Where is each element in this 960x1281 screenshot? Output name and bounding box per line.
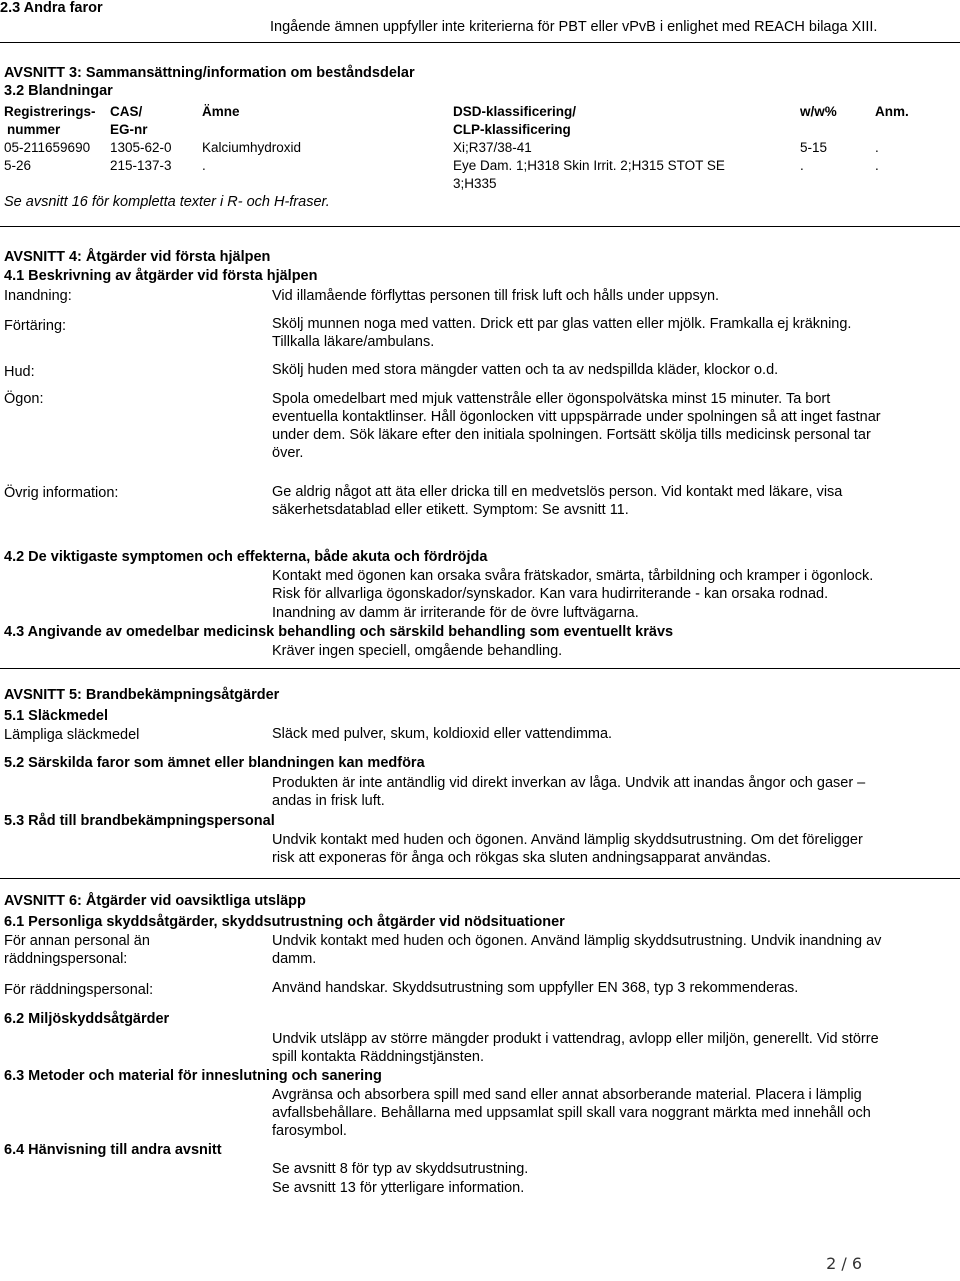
text-fortaring-2: Tillkalla läkare/ambulans. bbox=[272, 334, 435, 350]
divider bbox=[0, 42, 960, 43]
text-6-3-1: Avgränsa och absorbera spill med sand eller annat absorberande material. Placera i lämplig bbox=[272, 1087, 862, 1103]
text-annan-1: Undvik kontakt med huden och ögonen. Använd lämplig skyddsutrustning. Undvik inandning av bbox=[272, 933, 882, 949]
text-inandning: Vid illamående förflyttas personen till frisk luft och hålls under uppsyn. bbox=[272, 288, 720, 304]
col-header-dsd: DSD-klassificering/ bbox=[453, 104, 577, 119]
col-header-anm: Anm. bbox=[875, 104, 909, 119]
section-5-1-heading: 5.1 Släckmedel bbox=[4, 708, 108, 724]
text-ogon-4: över. bbox=[272, 445, 304, 461]
text-ovrig-1: Ge aldrig något att äta eller dricka till en medvetslös person. Vid kontakt med läkare, visa bbox=[272, 484, 843, 500]
text-6-3-2: avfallsbehållare. Behållarna med uppsamlat spill skall vara noggrant märkta med innehåll och bbox=[272, 1105, 871, 1121]
section-3-2-heading: 3.2 Blandningar bbox=[4, 83, 113, 99]
table-cell: 05-211659690 bbox=[4, 140, 91, 155]
col-header-ww: w/w% bbox=[800, 104, 837, 119]
text-4-3: Kräver ingen speciell, omgående behandling. bbox=[272, 643, 563, 659]
text-6-3-3: farosymbol. bbox=[272, 1123, 347, 1139]
section-6-3-heading: 6.3 Metoder och material för inneslutning och sanering bbox=[4, 1068, 382, 1084]
table-cell: 5-15 bbox=[800, 140, 828, 155]
label-lampliga: Lämpliga släckmedel bbox=[4, 727, 140, 743]
section-4-3-heading: 4.3 Angivande av omedelbar medicinsk behandling och särskild behandling som eventuellt krävs bbox=[4, 624, 674, 640]
divider bbox=[0, 226, 960, 227]
text-raddning: Använd handskar. Skyddsutrustning som uppfyller EN 368, typ 3 rekommenderas. bbox=[272, 980, 799, 996]
section-3-note: Se avsnitt 16 för kompletta texter i R- och H-fraser. bbox=[4, 194, 330, 210]
text-5-2-1: Produkten är inte antändlig vid direkt inverkan av låga. Undvik att inandas ångor och gaser – bbox=[272, 775, 866, 791]
col-header-clp: CLP-klassificering bbox=[453, 122, 571, 137]
section-4-2-heading: 4.2 De viktigaste symptomen och effekterna, både akuta och fördröjda bbox=[4, 549, 488, 565]
label-ogon: Ögon: bbox=[4, 391, 44, 407]
section-6-2-heading: 6.2 Miljöskyddsåtgärder bbox=[4, 1011, 170, 1027]
table-cell: Kalciumhydroxid bbox=[202, 140, 302, 155]
table-cell: 5-26 bbox=[4, 158, 32, 173]
label-annan-1: För annan personal än bbox=[4, 933, 150, 949]
section-2-3-text: Ingående ämnen uppfyller inte kriterierna för PBT eller vPvB i enlighet med REACH bilaga XIII. bbox=[270, 19, 878, 35]
text-5-3-1: Undvik kontakt med huden och ögonen. Använd lämplig skyddsutrustning. Om det föreligger bbox=[272, 832, 863, 848]
text-4-2-3: Inandning av damm är irriterande för de övre luftvägarna. bbox=[272, 605, 639, 621]
col-header-cas: CAS/ bbox=[110, 104, 143, 119]
section-3-heading: AVSNITT 3: Sammansättning/information om beståndsdelar bbox=[4, 65, 415, 81]
text-5-3-2: risk att exponeras för ånga och rökgas ska sluten andningsapparat användas. bbox=[272, 850, 771, 866]
text-ogon-3: under dem. Sök läkare efter den initiala spolningen. Fortsätt skölja tills medicinsk personal tar bbox=[272, 427, 871, 443]
section-5-2-heading: 5.2 Särskilda faror som ämnet eller blandningen kan medföra bbox=[4, 755, 425, 771]
section-2-3-heading: 2.3 Andra faror bbox=[0, 0, 103, 16]
col-header-reg-2: nummer bbox=[7, 122, 61, 137]
label-ovrig: Övrig information: bbox=[4, 485, 119, 501]
text-hud: Skölj huden med stora mängder vatten och ta av nedspillda kläder, klockor o.d. bbox=[272, 362, 779, 378]
divider bbox=[0, 668, 960, 669]
text-6-4-2: Se avsnitt 13 för ytterligare information. bbox=[272, 1180, 525, 1196]
table-cell: . bbox=[875, 158, 879, 173]
text-ogon-1: Spola omedelbart med mjuk vattenstråle eller ögonspolvätska minst 15 minuter. Ta bort bbox=[272, 391, 831, 407]
text-annan-2: damm. bbox=[272, 951, 317, 967]
table-cell: Eye Dam. 1;H318 Skin Irrit. 2;H315 STOT SE bbox=[453, 158, 725, 173]
section-6-4-heading: 6.4 Hänvisning till andra avsnitt bbox=[4, 1142, 222, 1158]
table-cell: 3;H335 bbox=[453, 176, 497, 191]
divider bbox=[0, 878, 960, 879]
text-5-2-2: andas in frisk luft. bbox=[272, 793, 385, 809]
col-header-eg: EG-nr bbox=[110, 122, 148, 137]
col-header-reg: Registrerings- bbox=[4, 104, 96, 119]
label-hud: Hud: bbox=[4, 364, 35, 380]
table-cell: . bbox=[800, 158, 804, 173]
label-inandning: Inandning: bbox=[4, 288, 72, 304]
label-fortaring: Förtäring: bbox=[4, 318, 67, 334]
page-number: 2 / 6 bbox=[826, 1254, 862, 1273]
section-4-1-heading: 4.1 Beskrivning av åtgärder vid första hjälpen bbox=[4, 268, 318, 284]
label-annan-2: räddningspersonal: bbox=[4, 951, 128, 967]
section-6-1-heading: 6.1 Personliga skyddsåtgärder, skyddsutrustning och åtgärder vid nödsituationer bbox=[4, 914, 565, 930]
section-4-heading: AVSNITT 4: Åtgärder vid första hjälpen bbox=[4, 249, 271, 265]
text-6-4-1: Se avsnitt 8 för typ av skyddsutrustning. bbox=[272, 1161, 529, 1177]
section-5-3-heading: 5.3 Råd till brandbekämpningspersonal bbox=[4, 813, 275, 829]
text-4-2-1: Kontakt med ögonen kan orsaka svåra frätskador, smärta, tårbildning och kramper i ögonlock. bbox=[272, 568, 874, 584]
text-fortaring-1: Skölj munnen noga med vatten. Drick ett par glas vatten eller mjölk. Framkalla ej kräkning. bbox=[272, 316, 852, 332]
table-cell: Xi;R37/38-41 bbox=[453, 140, 532, 155]
table-cell: . bbox=[875, 140, 879, 155]
text-4-2-2: Risk för allvarliga ögonskador/synskador. Kan vara hudirriterande - kan orsaka rodnad. bbox=[272, 586, 829, 602]
col-header-amne: Ämne bbox=[202, 104, 240, 119]
text-ogon-2: eventuella kontaktlinser. Håll ögonlocken vitt uppspärrade under spolningen så att inget fastnar bbox=[272, 409, 881, 425]
label-raddning: För räddningspersonal: bbox=[4, 982, 154, 998]
text-6-2-2: spill kontakta Räddningstjänsten. bbox=[272, 1049, 484, 1065]
table-cell: 1305-62-0 bbox=[110, 140, 172, 155]
text-6-2-1: Undvik utsläpp av större mängder produkt i vattendrag, avlopp eller miljön, generellt. Vid större bbox=[272, 1031, 879, 1047]
table-cell: . bbox=[202, 158, 206, 173]
text-ovrig-2: säkerhetsdatablad eller etikett. Symptom: Se avsnitt 11. bbox=[272, 502, 629, 518]
section-6-heading: AVSNITT 6: Åtgärder vid oavsiktliga utsläpp bbox=[4, 893, 306, 909]
text-lampliga: Släck med pulver, skum, koldioxid eller vattendimma. bbox=[272, 726, 613, 742]
section-5-heading: AVSNITT 5: Brandbekämpningsåtgärder bbox=[4, 687, 280, 703]
table-cell: 215-137-3 bbox=[110, 158, 172, 173]
